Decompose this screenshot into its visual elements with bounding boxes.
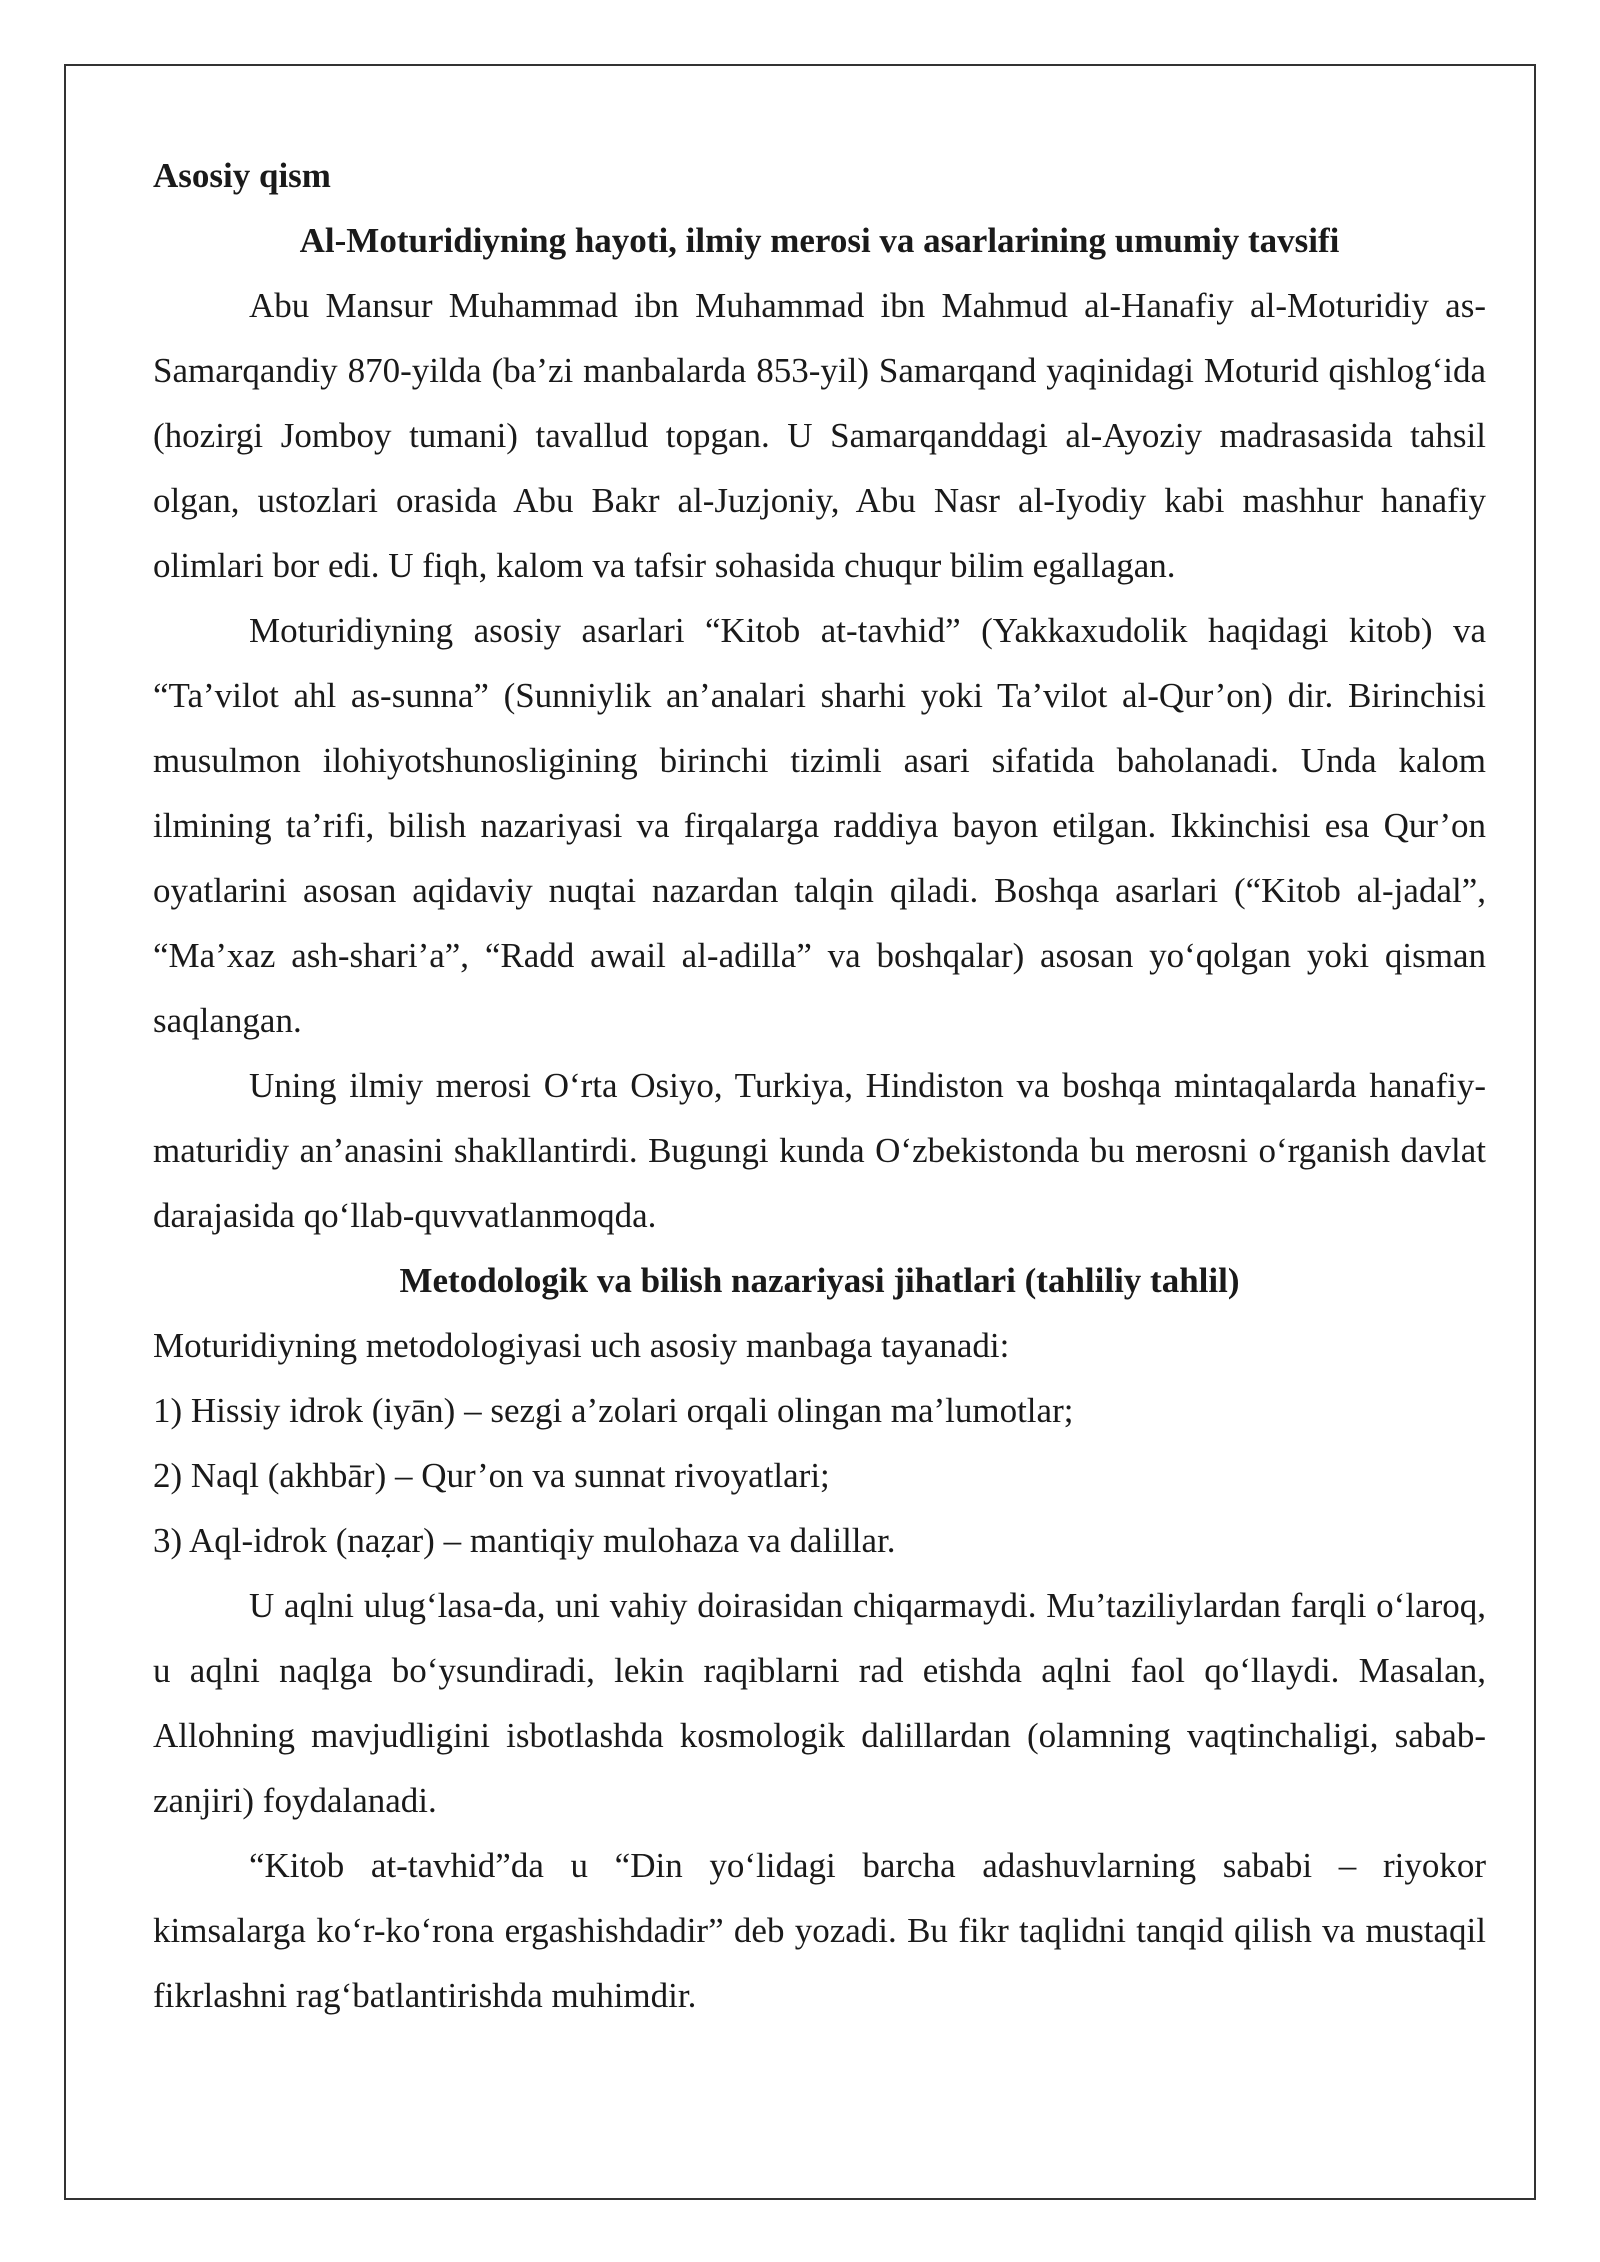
paragraph-reason: U aqlni ulug‘lasa-da, uni vahiy doirasidan chiqarmaydi. Mu’taziliylardan farqli o‘laroq, u aqlni naqlga bo‘ysundiradi, lekin raqiblarni rad etishda aqlni faol qo‘llaydi. Masalan, Allohning mavjudligini isbotlashda kosmologik dalillardan (olamning vaqtinchaligi, sabab-zanjiri) foydalanadi. bbox=[153, 1586, 1486, 1820]
heading-methodology: Metodologik va bilish nazariyasi jihatlari (tahliliy tahlil) bbox=[399, 1261, 1240, 1300]
section-title: Asosiy qism bbox=[153, 156, 331, 195]
paragraph-works: Moturidiyning asosiy asarlari “Kitob at-tavhid” (Yakkaxudolik haqidagi kitob) va “Ta’vilot ahl as-sunna” (Sunniylik an’analari sharhi yoki Ta’vilot al-Qur’on) dir. Birinchisi musulmon ilohiyotshunosligining birinchi tizimli asari sifatida baholanadi. Unda kalom ilmining ta’rifi, bilish nazariyasi va firqalarga raddiya bayon etilgan. Ikkinchisi esa Qur’on oyatlarini asosan aqidaviy nuqtai nazardan talqin qiladi. Boshqa asarlari (“Kitob al-jadal”, “Ma’xaz ash-shari’a”, “Radd awail al-adilla” va boshqalar) asosan yo‘qolgan yoki qisman saqlangan. bbox=[153, 611, 1486, 1040]
methodology-intro: Moturidiyning metodologiyasi uch asosiy manbaga tayanadi: bbox=[153, 1326, 1010, 1365]
heading-biography: Al-Moturidiyning hayoti, ilmiy merosi va asarlarining umumiy tavsifi bbox=[299, 221, 1340, 260]
paragraph-biography: Abu Mansur Muhammad ibn Muhammad ibn Mahmud al-Hanafiy al-Moturidiy as-Samarqandiy 870-yilda (ba’zi manbalarda 853-yil) Samarqand yaqinidagi Moturid qishlog‘ida (hozirgi Jomboy tumani) tavallud topgan. U Samarqanddagi al-Ayoziy madrasasida tahsil olgan, ustozlari orasida Abu Bakr al-Juzjoniy, Abu Nasr al-Iyodiy kabi mashhur hanafiy olimlari bor edi. U fiqh, kalom va tafsir sohasida chuqur bilim egallagan. bbox=[153, 286, 1486, 585]
paragraph-legacy: Uning ilmiy merosi O‘rta Osiyo, Turkiya, Hindiston va boshqa mintaqalarda hanafiy-maturidiy an’anasini shakllantirdi. Bugungi kunda O‘zbekistonda bu merosni o‘rganish davlat darajasida qo‘llab-quvvatlanmoqda. bbox=[153, 1066, 1486, 1235]
list-item: 3) Aql-idrok (naẓar) – mantiqiy mulohaza va dalillar. bbox=[153, 1521, 896, 1560]
paragraph-quote: “Kitob at-tavhid”da u “Din yo‘lidagi barcha adashuvlarning sababi – riyokor kimsalarga ko‘r-ko‘rona ergashishdadir” deb yozadi. Bu fikr taqlidni tanqid qilish va mustaqil fikrlashni rag‘batlantirishda muhimdir. bbox=[153, 1846, 1486, 2015]
list-item: 1) Hissiy idrok (iyān) – sezgi a’zolari orqali olingan ma’lumotlar; bbox=[153, 1391, 1074, 1430]
document-body bbox=[153, 143, 1486, 2028]
list-item: 2) Naql (akhbār) – Qur’on va sunnat rivoyatlari; bbox=[153, 1456, 830, 1495]
